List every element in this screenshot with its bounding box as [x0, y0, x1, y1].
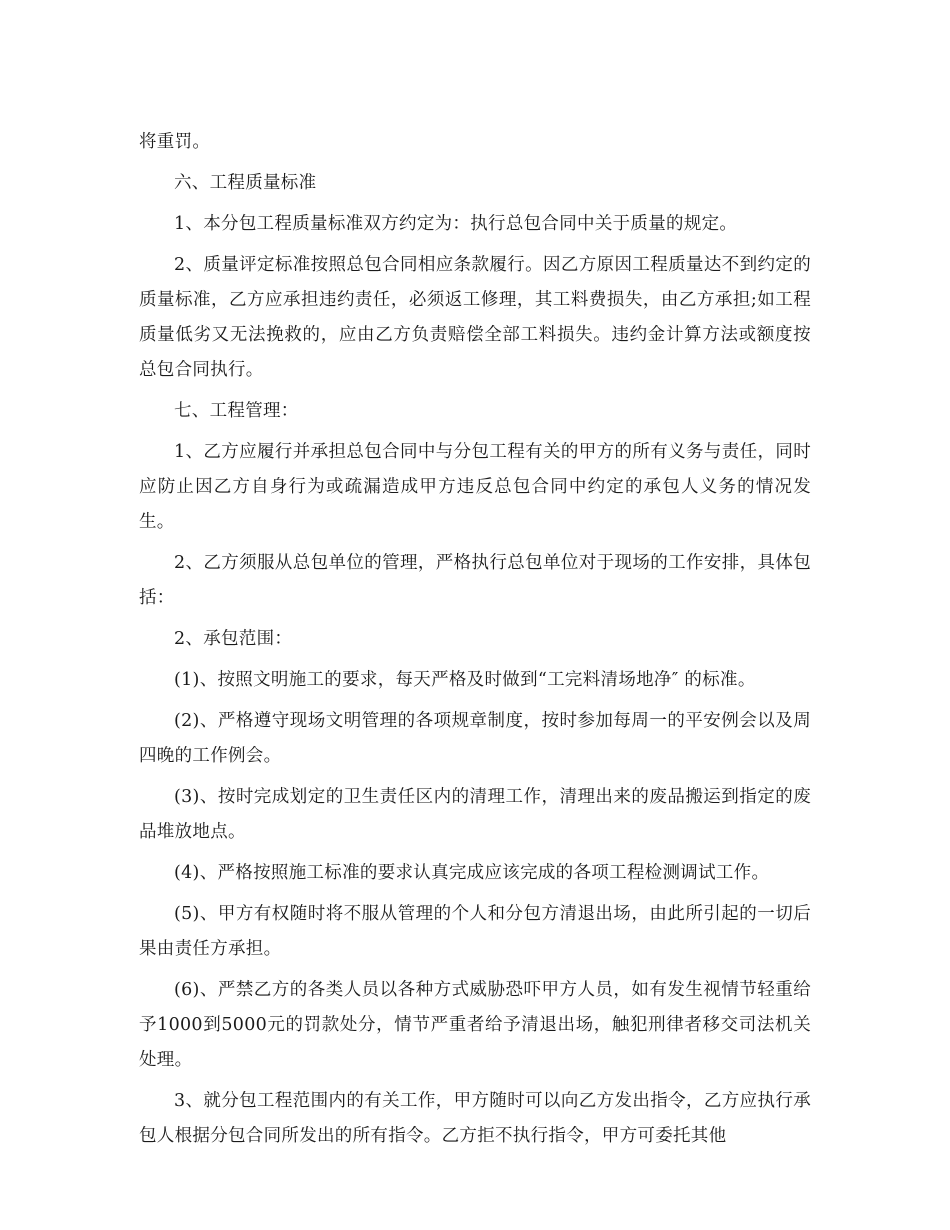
paragraph-quality-1: 1、本分包工程质量标准双方约定为：执行总包合同中关于质量的规定。	[174, 214, 738, 234]
paragraph-management-1: 1、乙方应履行并承担总包合同中与分包工程有关的甲方的所有义务与责任，同时应防止因乙方自身行为或疏漏造成甲方违反总包合同中约定的承包人义务的情况发生。	[139, 442, 811, 532]
paragraph-quality-2: 2、质量评定标准按照总包合同相应条款履行。因乙方原因工程质量达不到约定的质量标准，乙方应承担违约责任，必须返工修理，其工料费损失，由乙方承担;如工程质量低劣又无法挽救的，应由乙方负责赔偿全部工料损失。违约金计算方法或额度按总包合同执行。	[139, 255, 811, 380]
paragraph-continuation: 将重罚。	[139, 132, 211, 152]
list-item-6: (6)、严禁乙方的各类人员以各种方式威胁恐吓甲方人员，如有发生视情节轻重给予1000到5000元的罚款处分，情节严重者给予清退出场，触犯刑律者移交司法机关处理。	[139, 980, 811, 1070]
section-heading-project-management: 七、工程管理：	[174, 401, 299, 421]
list-item-3: (3)、按时完成划定的卫生责任区内的清理工作，清理出来的废品搬运到指定的废品堆放地点。	[139, 787, 811, 842]
list-item-5: (5)、甲方有权随时将不服从管理的个人和分包方清退出场，由此所引起的一切后果由责任方承担。	[139, 904, 811, 959]
section-heading-quality-standard: 六、工程质量标准	[174, 173, 317, 193]
paragraph-contract-scope: 2、承包范围：	[174, 629, 293, 649]
list-item-2: (2)、严格遵守现场文明管理的各项规章制度，按时参加每周一的平安例会以及周四晚的工作例会。	[139, 711, 811, 766]
list-item-1: (1)、按照文明施工的要求，每天严格及时做到“工完料清场地净″ 的标准。	[174, 670, 756, 690]
paragraph-management-3: 3、就分包工程范围内的有关工作，甲方随时可以向乙方发出指令，乙方应执行承包人根据分包合同所发出的所有指令。乙方拒不执行指令，甲方可委托其他	[139, 1091, 811, 1146]
list-item-4: (4)、严格按照施工标准的要求认真完成应该完成的各项工程检测调试工作。	[174, 863, 770, 883]
document-body	[139, 125, 811, 1160]
paragraph-management-2: 2、乙方须服从总包单位的管理，严格执行总包单位对于现场的工作安排，具体包括：	[139, 553, 811, 608]
